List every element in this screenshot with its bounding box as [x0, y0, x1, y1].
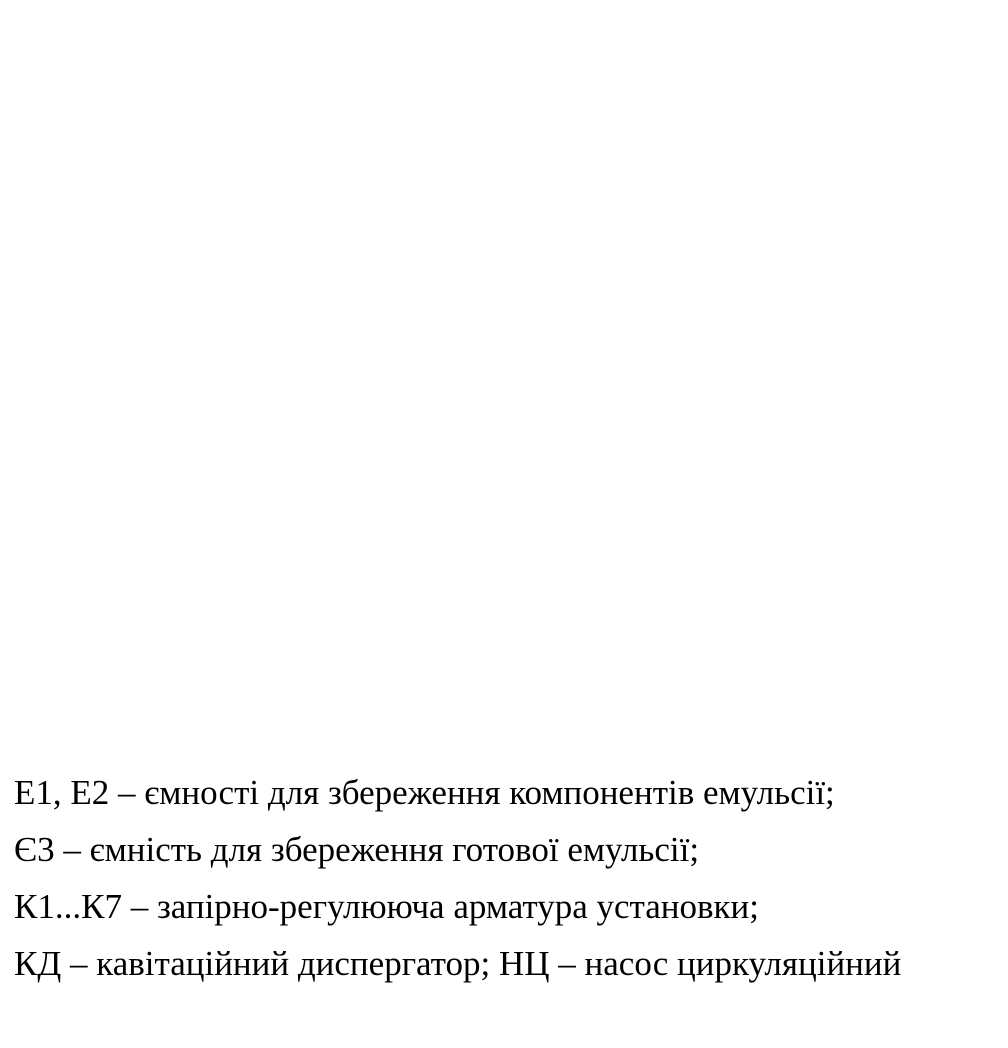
legend-line-tanks: Е1, Е2 – ємності для збереження компонентів емульсії; [14, 773, 835, 812]
legend-line-disperser-pump: КД – кавітаційний диспергатор; НЦ – насос циркуляційний [14, 944, 902, 983]
figure-legend [14, 764, 994, 992]
legend-line-product-tank: Є3 – ємність для збереження готової емульсії; [14, 830, 700, 869]
legend-line-valves: К1...К7 – запірно-регулююча арматура установки; [14, 887, 760, 926]
